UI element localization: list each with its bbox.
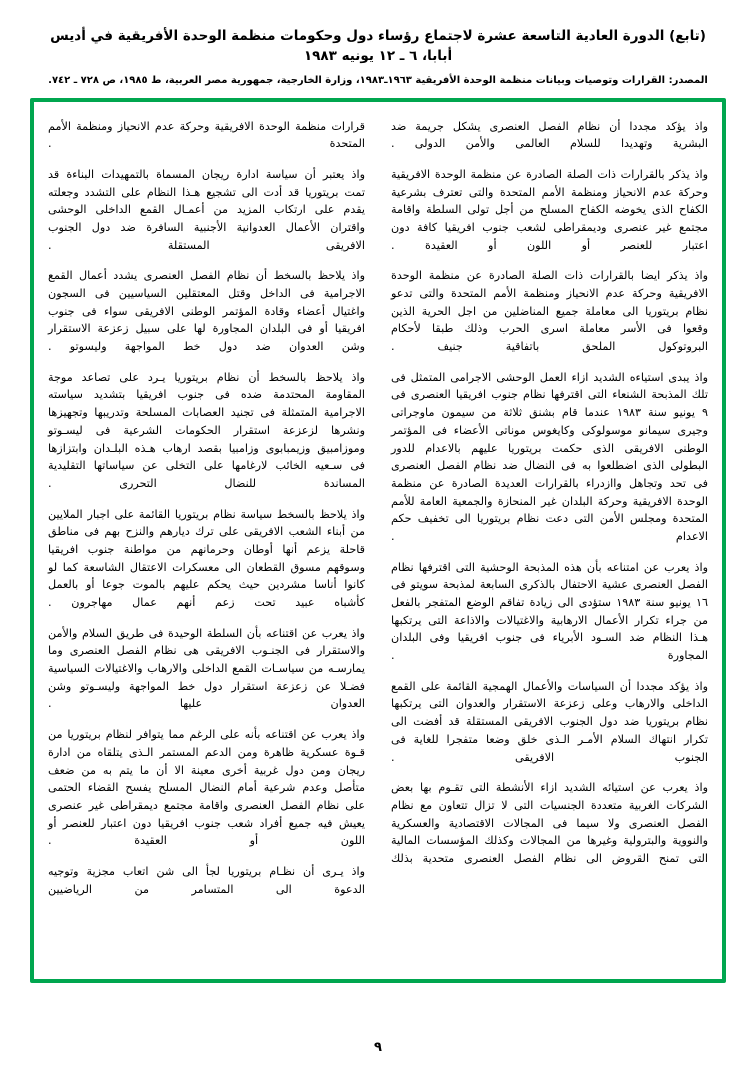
page-number: ٩ (374, 1040, 382, 1055)
paragraph: واذ يعرب عن امتناعه بأن هذه المذبحة الوحشية التى اقترفها نظام الفصل العنصرى عشية الاحتفال بالذكرى السابعة لمذبحة سويتو فى ١٦ يونيو سنة ١٩٨٣ ستؤدى الى زيادة تفاقم الوضع المتفجر بالفعل من جراء تكرار الأعمال الارهابية والاغتيالات والاذاعة التى يرتكبها هـذا النظام ضد السـود الأبرياء فى جنوب افريقيا وفى البلدان المجاورة . (391, 560, 708, 663)
paragraph: واذ يعرب عن استيائه الشديد ازاء الأنشطة التى تقـوم بها بعض الشركات الغربية متعددة الجنسيات التى لا تزال تتعاون مع نظام الفصل العنصرى ولا سيما فى المجالات الاقتصادية والعسكرية والنووية والبترولية وغيرها من المجالات وكذلك المؤسسات المالية التى تمنح القروض الى نظام الفصل العنصرى متحدية بذلك (391, 781, 708, 865)
paragraph: واذ يؤكد مجددا أن السياسات والأعمال الهمجية القائمة على القمع الداخلى والارهاب وعلى زعزعة الاستقرار والعدوان التى يرتكبها نظام بريتوريا ضد دول الجنوب الافريقى المستقلة قد أفضت الى تكرار انتهاك السلام الأمـر الـذى خلق وضعا متفجرا للغاية فى الجنوب الافريقى . (391, 679, 708, 764)
paragraph: واذ يبدى استياءه الشديد ازاء العمل الوحشى الاجرامى المتمثل فى تلك المذبحة الشنعاء التى اقترفها نظام جنوب افريقيا العنصرى فى ٩ يونيو سنة ١٩٨٣ عندما قام بشنق ثلاثة من سيمون ماوجراتى وجيرى سيمانو موسولوكى وكايغوس موناتى الأعضاء فى المؤتمر الوطنى الافريقى الذى حكمت بريتوريا عليهم بالاعدام للدور البطولى الذى اضطلعوا به فى النضال ضد نظام الفصل العنصرى فى تحد وتجاهل واازدراء بالقرارات العديدة الصادرة عن منظمة الوحدة الافريقية وحركة البلدان غير المنحازة والجمعية العامة للأمم المتحدة ومجلس الأمن التى دعت نظام بريتوريا الى تخفيف حكم الاعدام . (391, 370, 708, 543)
page-title: (تابع) الدورة العادية التاسعة عشرة لاجتماع رؤساء دول وحكومات منظمة الوحدة الأفريقية في أديس أبابا، ٦ ـ ١٢ يونيه ١٩٨٣ (50, 28, 706, 65)
paragraph: واذ يؤكد مجددا أن نظام الفصل العنصرى يشكل جريمة ضد البشرية وتهديدا للسلام العالمى والأمن الدولى . (391, 119, 708, 151)
content-frame (30, 98, 726, 983)
left-column (48, 118, 365, 961)
paragraph: واذ يعرب عن اقتناعه بأن السلطة الوحيدة فى طريق السلام والأمن والاستقرار فى الجنـوب الافريقى هى نظام الفصل العنصرى وما يمارسـه من سياسـات القمع الداخلى والارهاب والاغتيالات السياسية فضـلا عن زعزعة استقرار دول خط المواجهة وليسـوتو وشن العدوان عليها . (48, 626, 365, 711)
paragraph: واذ يذكر ايضا بالقرارات ذات الصلة الصادرة عن منظمة الوحدة الافريقية وحركة عدم الانحياز ومنظمة الأمم المتحدة والتى تدعو نظام بريتوريا الى معاملة جميع المناضلين من اجل الحرية الذين وقعوا فى الأسر معاملة اسرى الحرب وذلك طبقا لأحكام البروتوكول الملحق باتفاقية جنيف . (391, 269, 708, 354)
two-column-layout (48, 118, 708, 961)
paragraph: واذ يـرى أن نظـام بريتوريا لجأ الى شن اتعاب مجزية وتوجيه الدعوة الى المتسامر من الرياضيين (48, 864, 365, 896)
paragraph: واذ يلاحظ بالسخط أن نظام بريتوريا يـرد على تصاعد موجة المقاومة المحتدمة ضده فى جنوب افريقيا بتشديد سياسته الاجرامية المتمثلة فى تجنيد العصابات المسلحة وتدريبها وتجهيزها ونشرها لزعزعة استقرار الحكومات الشرعية فى ليسـوتو وموزامبيق وزيمبابوى وزامبيا بقصد ارهاب هـذه البلـدان وابتزازها فى سـعيه الخائب لارغامها على التخلى عن سياساتها التقليدية المساندة للنضال التحررى . (48, 370, 365, 490)
paragraph: واذ يذكر بالقرارات ذات الصلة الصادرة عن منظمة الوحدة الافريقية وحركة عدم الانحياز ومنظمة الأمم المتحدة والتى تعترف بشرعية الكفاح الذى يخوضه الكفاح المسلح من أجل تولى السلطة واقامة مجتمع غير عنصرى وديمقراطى لشعب جنوب افريقيا كافة دون اعتبار للعنصر أو اللون أو العقيدة . (391, 167, 708, 252)
paragraph: قرارات منظمة الوحدة الافريقية وحركة عدم الانحياز ومنظمة الأمم المتحدة . (48, 119, 365, 151)
paragraph: واذ يلاحظ بالسخط أن نظام الفصل العنصرى يشدد أعمال القمع الاجرامية فى الداخل وقتل المعتقلين السياسيين فى السجون واغتيال أعضاء وقادة المؤتمر الوطنى الافريقى سواء فى جنوب افريقيا أو فى البلدان المجاورة لها على سبيل زعزعة الاستقرار وشن العدوان ضد دول خط المواجهة وليسوتو . (48, 269, 365, 354)
paragraph: واذ يلاحظ بالسخط سياسة نظام بريتوريا القائمة على اجبار الملايين من أبناء الشعب الافريقى على ترك ديارهم والنزح بهم فى مناطق قاحلة يزعم أنها أوطان وحرمانهم من مواطنة جنوب افريقيا وسوقهم مسوق القطعان الى معسكرات الاعتقال الشاسعة كما لو كانوا أناسا مشردين حيث يحكم عليهم بالموت جوعا أو بالعمل كأشباه عبيد تحت زعم أنهم عمال مهاجرون . (48, 507, 365, 609)
paragraph: واذ يعتبر أن سياسة ادارة ريجان المسماة بالتمهيدات البناءة قد تمت بريتوريا قد أدت الى تشجيع هـذا النظام على التشدد وجعلته يقدم على ارتكاب المزيد من أعمـال القمع الداخلى الوحشى واقتران الأعمال العدوانية الأجنبية السافرة ضد دول الجنوب الافريقى المستقلة . (48, 167, 365, 252)
right-column (391, 118, 708, 961)
paragraph: واذ يعرب عن اقتناعه بأنه على الرغم مما يتوافر لنظام بريتوريا من قـوة عسكرية ظاهرة ومن الدعم المستمر الـذى يتلقاه من ادارة ريجان ومن دول غربية أخرى معينة الا أن ما يتم به من ضعف متأصل وعدم شرعية أمام النضال المسلح يفسح القضاء الحتمى على نظام الفصل العنصرى واقامة مجتمع ديمقراطى غير عنصرى يعيش فيه جميع أفراد شعب جنوب افريقيا دون اعتبار للعنصر أو اللون أو العقيدة . (48, 728, 365, 848)
document-source: المصدر: القرارات وتوصيات وبيانات منظمة الوحدة الأفريقية ١٩٦٣ـ١٩٨٣، وزارة الخارجية، جمهورية مصر العربية، ط ١٩٨٥، ص ٧٢٨ ـ ٧٤٢. (48, 74, 708, 86)
